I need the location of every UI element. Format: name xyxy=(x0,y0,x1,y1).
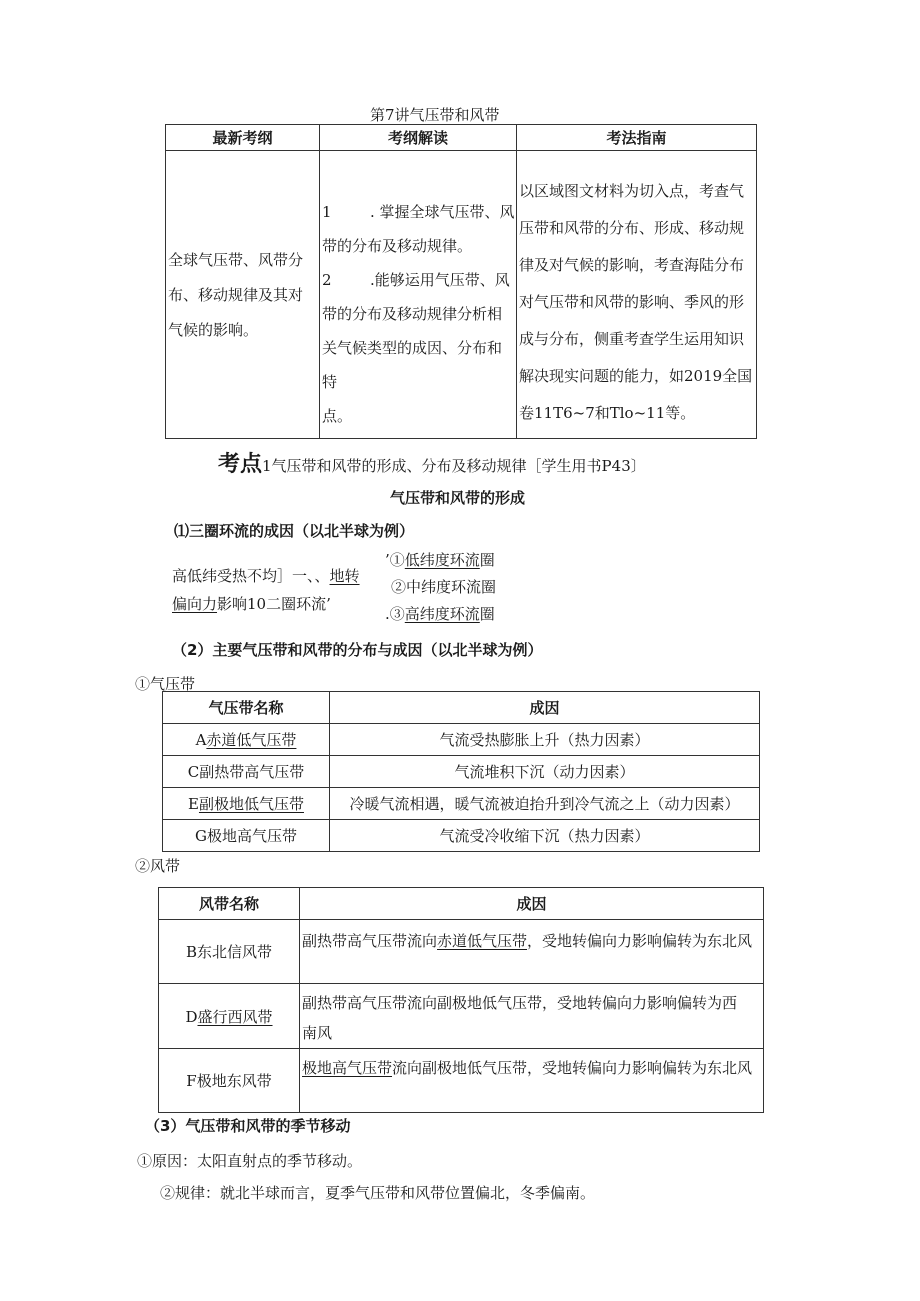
kaodian-line xyxy=(218,447,646,478)
s3-line-1: ①原因：太阳直射点的季节移动。 xyxy=(137,1152,363,1170)
col2-line xyxy=(322,263,516,297)
col3-line: 成与分布，侧重考查学生运用知识 xyxy=(519,330,745,348)
pressure-header-cause: 成因 xyxy=(330,692,760,724)
cell-item xyxy=(385,601,496,628)
table-row xyxy=(159,1049,764,1113)
col2-num: 2 xyxy=(322,271,332,289)
cause-line-2 xyxy=(172,590,360,618)
col2-text: .能够运用气压带、风 xyxy=(370,271,510,289)
cause-underlined: 地转 xyxy=(329,567,360,585)
wind-name: B东北信风带 xyxy=(159,920,300,984)
wind-belts-label: ②风带 xyxy=(135,857,181,875)
syllabus-col1 xyxy=(166,151,320,439)
cause-text: 影响10二圈环流’ xyxy=(217,595,331,613)
pressure-belts-table xyxy=(162,691,760,852)
syllabus-col3 xyxy=(517,151,757,439)
wind-header-name: 风带名称 xyxy=(159,888,300,920)
pressure-name: A赤道低气压带 xyxy=(163,724,330,756)
col2-line: 关气候类型的成因、分布和特 xyxy=(322,339,503,391)
table-row xyxy=(163,756,760,788)
col3-line: 压带和风带的分布、形成、移动规 xyxy=(519,219,745,237)
cause-line-1 xyxy=(172,562,360,590)
col3-line: 对气压带和风带的影响、季风的形 xyxy=(519,293,745,311)
col1-line: 全球气压带、风带分 xyxy=(168,251,304,269)
syllabus-col2 xyxy=(320,151,517,439)
header-syllabus-interpretation: 考纲解读 xyxy=(320,125,517,151)
cell-text: 圈 xyxy=(479,605,495,623)
wind-name: D盛行西风带 xyxy=(159,984,300,1049)
kaodian-label: 考点 xyxy=(218,452,263,477)
table-row xyxy=(163,820,760,852)
col2-text: . 掌握全球气压带、风 xyxy=(370,203,515,221)
pressure-cause: 冷暖气流相遇，暖气流被迫抬升到冷气流之上（动力因素） xyxy=(330,788,760,820)
col3-line: 卷11T6~7和Tlo~11等。 xyxy=(519,404,696,422)
circulation-cause-text xyxy=(172,562,360,618)
pressure-name: E副极地低气压带 xyxy=(163,788,330,820)
wind-cause: 副热带高气压带流向赤道低气压带，受地转偏向力影响偏转为东北风 xyxy=(300,920,764,984)
page-title: 第7讲气压带和风带 xyxy=(370,106,500,124)
col3-line: 解决现实问题的能力，如2019全国 xyxy=(519,367,753,385)
syllabus-table xyxy=(165,124,757,439)
cell-item xyxy=(385,574,496,601)
wind-name: F极地东风带 xyxy=(159,1049,300,1113)
table-row xyxy=(163,788,760,820)
col2-line: 点。 xyxy=(322,407,353,425)
s3-heading: （3）气压带和风带的季节移动 xyxy=(145,1117,351,1135)
pressure-header-name: 气压带名称 xyxy=(163,692,330,724)
cell-text: 圈 xyxy=(479,551,495,569)
col3-line: 以区域图文材料为切入点，考查气 xyxy=(519,182,745,200)
col2-line: 带的分布及移动规律。 xyxy=(322,237,473,255)
col1-line: 布、移动规律及其对 xyxy=(168,286,304,304)
circulation-cells xyxy=(385,547,496,628)
wind-cause: 副热带高气压带流向副极地低气压带，受地转偏向力影响偏转为西 南风 xyxy=(300,984,764,1049)
pressure-cause: 气流堆积下沉（动力因素） xyxy=(330,756,760,788)
pressure-cause: 气流受热膨胀上升（热力因素） xyxy=(330,724,760,756)
col2-line: 带的分布及移动规律分析相 xyxy=(322,305,503,323)
col1-line: 气候的影响。 xyxy=(168,321,259,339)
col2-line xyxy=(322,195,516,229)
cell-underlined: 低纬度环流 xyxy=(404,551,480,569)
header-exam-guide: 考法指南 xyxy=(517,125,757,151)
cell-underlined: 高纬度环流 xyxy=(404,605,480,623)
section-title: 气压带和风带的形成 xyxy=(390,489,526,507)
col2-num: 1 xyxy=(322,203,332,221)
cell-prefix: ’① xyxy=(385,551,405,569)
cause-text: 高低纬受热不均］一、、 xyxy=(172,567,330,585)
kaodian-text: 1气压带和风带的形成、分布及移动规律［学生用书P43〕 xyxy=(262,457,646,475)
s1-heading: ⑴三圈环流的成因（以北半球为例） xyxy=(174,522,415,540)
pressure-belts-label: ①气压带 xyxy=(135,675,196,693)
s3-line-2: ②规律：就北半球而言，夏季气压带和风带位置偏北，冬季偏南。 xyxy=(160,1184,596,1202)
pressure-cause: 气流受冷收缩下沉（热力因素） xyxy=(330,820,760,852)
cell-prefix: ② xyxy=(391,578,407,596)
pressure-name: G极地高气压带 xyxy=(163,820,330,852)
s2-heading: （2）主要气压带和风带的分布与成因（以北半球为例） xyxy=(172,641,543,659)
cell-prefix: .③ xyxy=(385,605,405,623)
table-row xyxy=(159,920,764,984)
cause-underlined: 偏向力 xyxy=(172,595,218,613)
wind-header-cause: 成因 xyxy=(300,888,764,920)
table-row xyxy=(159,984,764,1049)
header-latest-syllabus: 最新考纲 xyxy=(166,125,320,151)
cell-text: 中纬度环流圈 xyxy=(406,578,497,596)
cell-item xyxy=(385,547,496,574)
pressure-name: C副热带高气压带 xyxy=(163,756,330,788)
table-row xyxy=(163,724,760,756)
wind-belts-table xyxy=(158,887,764,1113)
wind-cause: 极地高气压带流向副极地低气压带，受地转偏向力影响偏转为东北风 xyxy=(300,1049,764,1113)
col3-line: 律及对气候的影响，考查海陆分布 xyxy=(519,256,745,274)
